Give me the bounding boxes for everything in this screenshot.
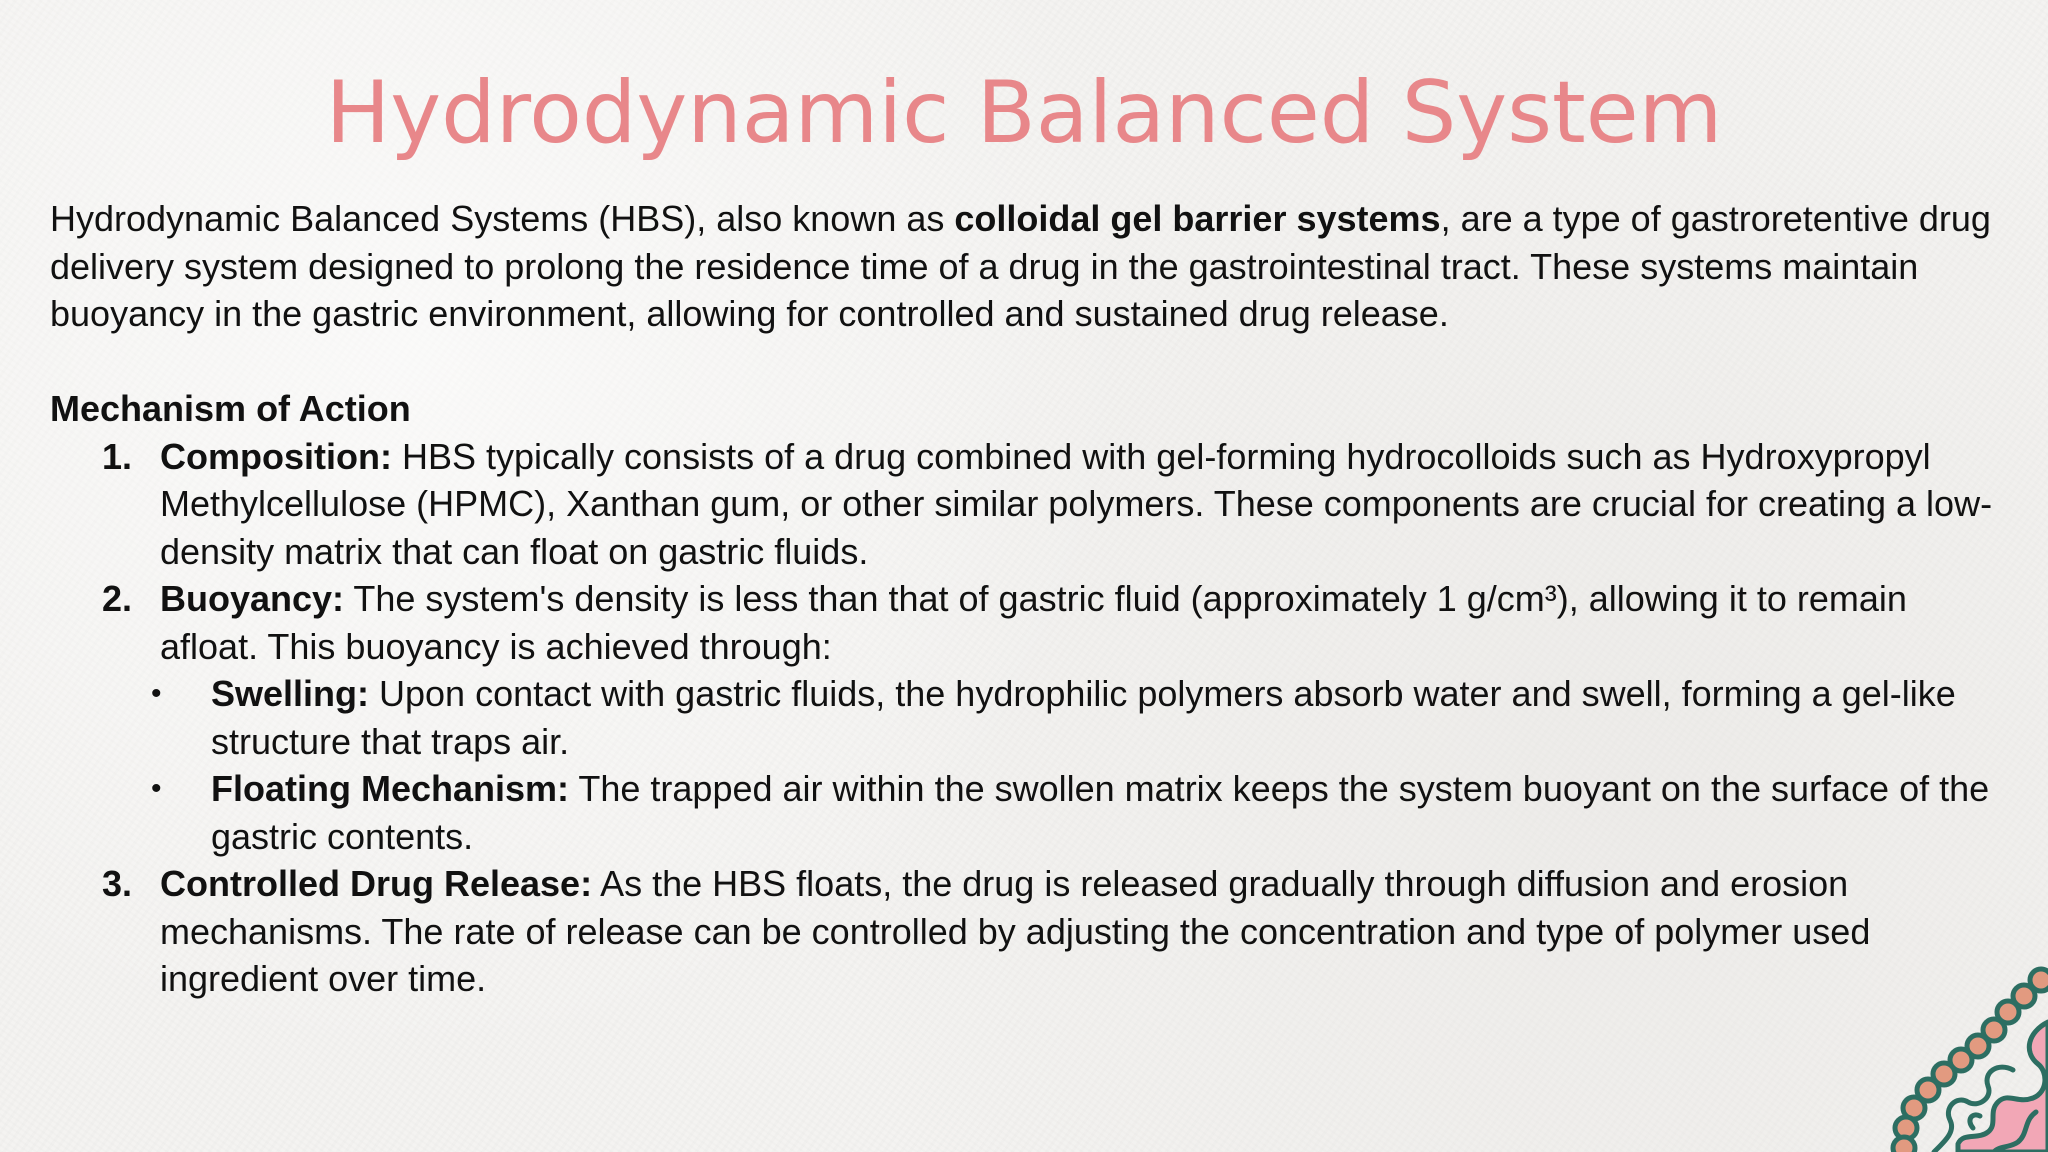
item-text: HBS typically consists of a drug combined with gel-forming hydrocolloids such as Hydroxypropyl Methylcellulose (HPMC), Xanthan gum, or other similar polymers. These components are crucial for creating a low-density matrix that can float on gastric fluids. — [160, 435, 1993, 572]
item-text: As the HBS floats, the drug is released gradually through diffusion and erosion mechanisms. The rate of release can be controlled by adjusting the concentration and type of polymer used ingredient over time. — [160, 863, 1871, 999]
list-item-controlled-release — [50, 860, 2010, 1003]
item-label: Controlled Drug Release: — [160, 863, 593, 904]
list-marker: 3. — [102, 863, 133, 904]
intestine-illustration-icon — [1848, 952, 2048, 1152]
subitem-label: Swelling: — [211, 673, 370, 714]
intro-text-part2: , are a type of gastroretentive drug delivery system designed to prolong the residence time of a drug in the gastrointestinal tract. These systems maintain buoyancy in the gastric environment, allowing for controlled and sustained drug release. — [50, 198, 1991, 334]
list-item-buoyancy — [50, 575, 2010, 860]
subitem-text: The trapped air within the swollen matrix keeps the system buoyant on the surface of the gastric contents. — [211, 768, 1990, 857]
bullet-marker: • — [151, 772, 162, 805]
sublist-item-floating — [151, 765, 2010, 860]
list-item-composition — [50, 433, 2010, 576]
intro-paragraph — [50, 195, 2010, 338]
bullet-marker: • — [151, 677, 162, 710]
item-label: Buoyancy: — [160, 578, 345, 619]
slide-content — [50, 195, 2010, 1003]
mechanism-heading: Mechanism of Action — [50, 388, 411, 429]
sublist-item-swelling — [151, 670, 2010, 765]
intro-bold-term: colloidal gel barrier systems — [954, 198, 1441, 239]
subitem-label: Floating Mechanism: — [211, 768, 570, 809]
subitem-text: Upon contact with gastric fluids, the hydrophilic polymers absorb water and swell, forming a gel-like structure that traps air. — [211, 673, 1956, 762]
list-marker: 2. — [102, 578, 133, 619]
intro-text-part1: Hydrodynamic Balanced Systems (HBS), also known as — [50, 198, 955, 239]
mechanism-list — [50, 433, 2010, 1003]
buoyancy-sublist — [151, 670, 2010, 860]
list-marker: 1. — [102, 435, 133, 477]
item-label: Composition: — [160, 435, 392, 477]
item-text: The system's density is less than that of gastric fluid (approximately 1 g/cm³), allowing it to remain afloat. This buoyancy is achieved through: — [160, 578, 1907, 667]
slide-title: Hydrodynamic Balanced System — [325, 63, 1723, 163]
paragraph-spacer — [50, 338, 2010, 386]
